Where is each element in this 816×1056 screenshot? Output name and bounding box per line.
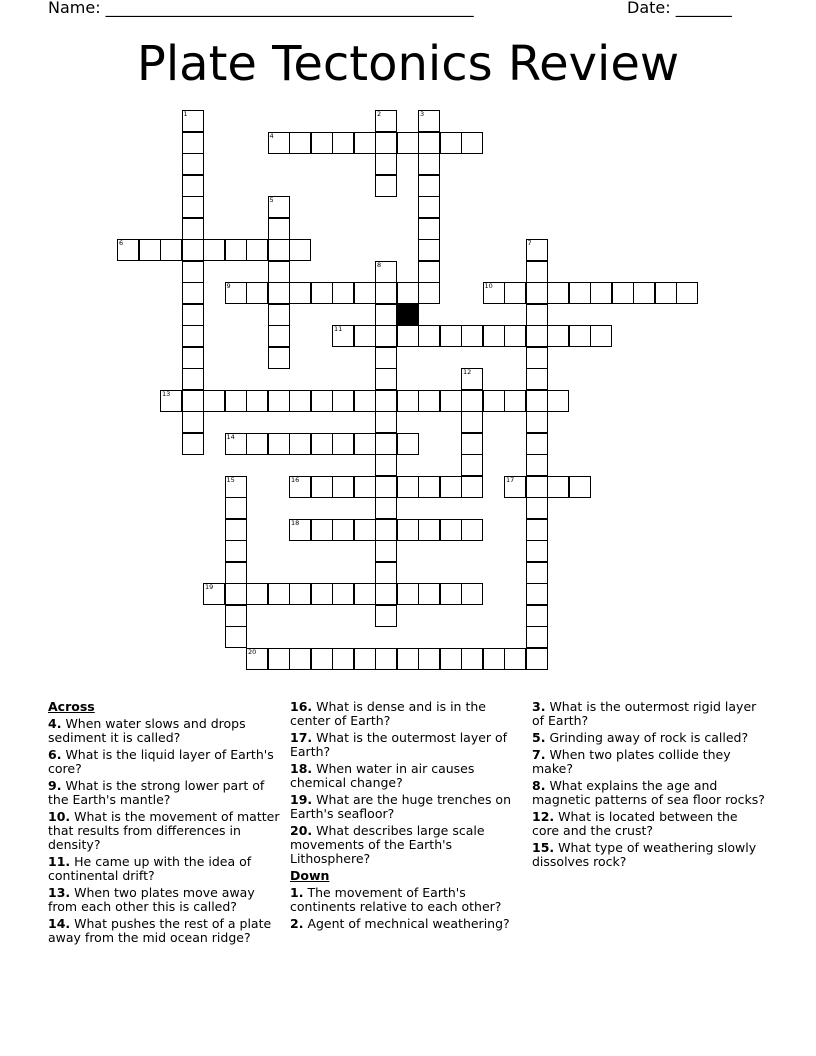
page-title: Plate Tectonics Review <box>136 36 680 92</box>
crossword-cell[interactable] <box>332 433 354 455</box>
crossword-cell[interactable] <box>289 132 311 154</box>
crossword-cell[interactable] <box>289 648 311 670</box>
name-field[interactable]: Name: ______________________________________________ <box>48 0 474 17</box>
clue-number-label: 11 <box>334 325 343 333</box>
crossword-cell[interactable] <box>354 648 376 670</box>
crossword-cell[interactable] <box>526 648 548 670</box>
clue-down-15: 15. What type of weathering slowly dissolves rock? <box>532 840 757 869</box>
crossword-cell[interactable] <box>526 261 548 283</box>
crossword-cell[interactable] <box>182 239 204 261</box>
crossword-cell[interactable] <box>225 433 247 455</box>
crossword-cell[interactable] <box>461 411 483 433</box>
clue-down-7: 7. When two plates collide they make? <box>532 747 731 776</box>
crossword-cell[interactable] <box>504 390 526 412</box>
crossword-cell[interactable] <box>612 282 634 304</box>
crossword-cell[interactable] <box>311 390 333 412</box>
crossword-cell[interactable] <box>160 390 182 412</box>
crossword-cell[interactable] <box>182 132 204 154</box>
crossword-cell[interactable] <box>461 648 483 670</box>
clue-number-label: 16 <box>291 475 300 484</box>
crossword-cell[interactable] <box>418 648 440 670</box>
crossword-cell[interactable] <box>461 476 483 498</box>
crossword-cell[interactable] <box>526 583 548 605</box>
crossword-cell[interactable] <box>332 325 354 347</box>
crossword-cell[interactable] <box>418 239 440 261</box>
crossword-cell[interactable] <box>483 648 505 670</box>
clue-number-label: 8 <box>377 260 382 269</box>
crossword-cell[interactable] <box>375 583 397 605</box>
clue-number-label: 6 <box>119 239 124 247</box>
crossword-cell[interactable] <box>461 519 483 541</box>
crossword-cell[interactable] <box>268 433 290 455</box>
crossword-cell[interactable] <box>569 282 591 304</box>
crossword-cell[interactable] <box>332 519 354 541</box>
crossword-cell[interactable] <box>418 153 440 175</box>
clue-across-14: 14. What pushes the rest of a plate away from the mid ocean ridge? <box>48 916 272 945</box>
crossword-cell[interactable] <box>547 282 569 304</box>
crossword-cell[interactable] <box>547 325 569 347</box>
crossword-cell[interactable] <box>354 325 376 347</box>
crossword-cell[interactable] <box>526 626 548 648</box>
crossword-cell[interactable] <box>311 132 333 154</box>
crossword-cell[interactable] <box>633 282 655 304</box>
clue-column-3 <box>532 700 768 872</box>
crossword-cell[interactable] <box>289 433 311 455</box>
crossword-cell[interactable] <box>375 304 397 326</box>
clue-number-label: 4 <box>269 131 274 140</box>
crossword-cell[interactable] <box>268 239 290 261</box>
clue-number-label: 14 <box>226 432 235 441</box>
crossword-cell[interactable] <box>397 476 419 498</box>
crossword-cell[interactable] <box>461 325 483 347</box>
crossword-cell[interactable] <box>225 540 247 562</box>
crossword-cell[interactable] <box>440 648 462 670</box>
crossword-cell[interactable] <box>418 583 440 605</box>
crossword-cell[interactable] <box>418 218 440 240</box>
crossword-cell[interactable] <box>182 282 204 304</box>
crossword-cell[interactable] <box>311 476 333 498</box>
crossword-cell[interactable] <box>590 325 612 347</box>
crossword-cell[interactable] <box>117 239 139 261</box>
clue-down-2: 2. Agent of mechnical weathering? <box>290 916 510 931</box>
crossword-cell[interactable] <box>225 519 247 541</box>
crossword-cell[interactable] <box>375 411 397 433</box>
crossword-cell[interactable] <box>289 583 311 605</box>
crossword-cell[interactable] <box>289 476 311 498</box>
crossword-cell[interactable] <box>483 390 505 412</box>
clue-number-label: 18 <box>291 518 300 527</box>
crossword-cell[interactable] <box>526 304 548 326</box>
crossword-cell[interactable] <box>440 519 462 541</box>
crossword-cell[interactable] <box>397 583 419 605</box>
crossword-cell[interactable] <box>268 325 290 347</box>
clue-number-label: 13 <box>162 389 171 398</box>
crossword-cell[interactable] <box>440 390 462 412</box>
clue-across-20: 20. What describes large scale movements of the Earth's Lithosphere? <box>290 823 485 866</box>
crossword-cell[interactable] <box>397 433 419 455</box>
crossword-cell[interactable] <box>526 497 548 519</box>
crossword-cell[interactable] <box>483 282 505 304</box>
crossword-cell[interactable] <box>569 325 591 347</box>
clue-across-16: 16. What is dense and is in the center of Earth? <box>290 699 486 728</box>
crossword-cell[interactable] <box>418 390 440 412</box>
clue-down-3: 3. What is the outermost rigid layer of Earth? <box>532 699 757 728</box>
crossword-cell[interactable] <box>461 454 483 476</box>
crossword-cell[interactable] <box>182 261 204 283</box>
clue-down-8: 8. What explains the age and magnetic patterns of sea floor rocks? <box>532 778 765 807</box>
crossword-cell[interactable] <box>375 390 397 412</box>
crossword-cell[interactable] <box>225 497 247 519</box>
crossword-cell[interactable] <box>418 282 440 304</box>
crossword-cell[interactable] <box>461 433 483 455</box>
crossword-cell[interactable] <box>375 562 397 584</box>
crossword-cell[interactable] <box>375 325 397 347</box>
crossword-cell[interactable] <box>397 648 419 670</box>
crossword-cell[interactable] <box>397 132 419 154</box>
crossword-cell[interactable] <box>311 648 333 670</box>
crossword-cell[interactable] <box>311 519 333 541</box>
crossword-cell[interactable] <box>182 411 204 433</box>
crossword-cell[interactable] <box>418 325 440 347</box>
clue-across-9: 9. What is the strong lower part of the Earth's mantle? <box>48 778 265 807</box>
crossword-cell[interactable] <box>332 648 354 670</box>
crossword-cell[interactable] <box>182 196 204 218</box>
crossword-cell[interactable] <box>375 132 397 154</box>
crossword-cell[interactable] <box>289 519 311 541</box>
crossword-cell[interactable] <box>526 454 548 476</box>
crossword-cell[interactable] <box>375 347 397 369</box>
crossword-cell[interactable] <box>332 390 354 412</box>
crossword-cell[interactable] <box>375 605 397 627</box>
across-heading: Across <box>48 699 95 714</box>
crossword-cell[interactable] <box>182 325 204 347</box>
crossword-cell[interactable] <box>375 454 397 476</box>
crossword-cell[interactable] <box>182 304 204 326</box>
crossword-cell[interactable] <box>418 132 440 154</box>
clue-number-label: 12 <box>463 368 472 376</box>
crossword-cell[interactable] <box>504 325 526 347</box>
crossword-cell[interactable] <box>547 390 569 412</box>
crossword-cell[interactable] <box>268 282 290 304</box>
crossword-cell[interactable] <box>375 497 397 519</box>
crossword-cell[interactable] <box>268 390 290 412</box>
crossword-cell[interactable] <box>289 282 311 304</box>
clue-down-1: 1. The movement of Earth's continents relative to each other? <box>290 885 502 914</box>
crossword-cell[interactable] <box>526 411 548 433</box>
crossword-cell[interactable] <box>225 562 247 584</box>
crossword-cell[interactable] <box>461 583 483 605</box>
crossword-cell[interactable] <box>397 519 419 541</box>
crossword-cell[interactable] <box>332 476 354 498</box>
crossword-cell[interactable] <box>246 239 268 261</box>
crossword-cell[interactable] <box>268 347 290 369</box>
crossword-cell[interactable] <box>268 261 290 283</box>
crossword-cell[interactable] <box>569 476 591 498</box>
crossword-cell[interactable] <box>526 390 548 412</box>
clue-across-11: 11. He came up with the idea of continental drift? <box>48 854 252 883</box>
crossword-cell[interactable] <box>311 433 333 455</box>
crossword-cell[interactable] <box>375 476 397 498</box>
crossword-cell[interactable] <box>182 218 204 240</box>
crossword-cell[interactable] <box>225 282 247 304</box>
crossword-cell[interactable] <box>246 282 268 304</box>
crossword-cell[interactable] <box>203 239 225 261</box>
crossword-cell[interactable] <box>311 583 333 605</box>
crossword-cell[interactable] <box>225 605 247 627</box>
clue-number-label: 19 <box>205 583 214 591</box>
crossword-cell[interactable] <box>418 261 440 283</box>
crossword-cell[interactable] <box>547 476 569 498</box>
crossword-cell[interactable] <box>139 239 161 261</box>
crossword-cell[interactable] <box>268 218 290 240</box>
crossword-cell[interactable] <box>354 476 376 498</box>
crossword-cell[interactable] <box>440 476 462 498</box>
crossword-cell[interactable] <box>268 132 290 154</box>
crossword-cell[interactable] <box>160 239 182 261</box>
crossword-cell[interactable] <box>289 390 311 412</box>
clue-number-label: 5 <box>269 196 274 204</box>
clue-column-2 <box>290 700 526 934</box>
crossword-cell[interactable] <box>461 132 483 154</box>
crossword-cell[interactable] <box>375 153 397 175</box>
crossword-cell[interactable] <box>526 562 548 584</box>
crossword-cell[interactable] <box>504 282 526 304</box>
crossword-cell[interactable] <box>504 648 526 670</box>
crossword-cell[interactable] <box>375 433 397 455</box>
crossword-cell[interactable] <box>354 132 376 154</box>
crossword-cell[interactable] <box>418 519 440 541</box>
crossword-cell[interactable] <box>289 239 311 261</box>
crossword-cell[interactable] <box>354 519 376 541</box>
black-square <box>397 304 419 326</box>
crossword-cell[interactable] <box>483 325 505 347</box>
clue-across-17: 17. What is the outermost layer of Earth? <box>290 730 508 759</box>
crossword-cell[interactable] <box>332 282 354 304</box>
crossword-cell[interactable] <box>332 583 354 605</box>
crossword-cell[interactable] <box>268 196 290 218</box>
crossword-cell[interactable] <box>354 282 376 304</box>
crossword-cell[interactable] <box>655 282 677 304</box>
crossword-cell[interactable] <box>397 282 419 304</box>
crossword-cell[interactable] <box>526 368 548 390</box>
clue-across-4: 4. When water slows and drops sediment it is called? <box>48 716 246 745</box>
crossword-cell[interactable] <box>268 648 290 670</box>
crossword-cell[interactable] <box>354 433 376 455</box>
crossword-cell[interactable] <box>418 175 440 197</box>
crossword-cell[interactable] <box>375 648 397 670</box>
crossword-cell[interactable] <box>461 368 483 390</box>
crossword-cell[interactable] <box>268 583 290 605</box>
clue-down-5: 5. Grinding away of rock is called? <box>532 730 749 745</box>
clue-number-label: 15 <box>226 475 235 484</box>
clue-across-18: 18. When water in air causes chemical change? <box>290 761 475 790</box>
crossword-cell[interactable] <box>182 368 204 390</box>
crossword-cell[interactable] <box>526 282 548 304</box>
clue-number-label: 3 <box>420 110 425 118</box>
crossword-cell[interactable] <box>203 390 225 412</box>
crossword-cell[interactable] <box>418 476 440 498</box>
header <box>0 0 816 20</box>
crossword-cell[interactable] <box>332 132 354 154</box>
crossword-cell[interactable] <box>461 390 483 412</box>
clue-column-1 <box>48 700 284 948</box>
crossword-cell[interactable] <box>246 433 268 455</box>
crossword-cell[interactable] <box>440 132 462 154</box>
crossword-cell[interactable] <box>182 347 204 369</box>
crossword-cell[interactable] <box>526 239 548 261</box>
crossword-cell[interactable] <box>375 368 397 390</box>
crossword-cell[interactable] <box>182 153 204 175</box>
crossword-cell[interactable] <box>375 519 397 541</box>
clue-across-13: 13. When two plates move away from each other this is called? <box>48 885 255 914</box>
clue-across-10: 10. What is the movement of matter that results from differences in density? <box>48 809 280 852</box>
crossword-cell[interactable] <box>225 390 247 412</box>
crossword-cell[interactable] <box>526 519 548 541</box>
crossword-cell[interactable] <box>246 583 268 605</box>
down-heading: Down <box>290 868 330 883</box>
crossword-cell[interactable] <box>246 390 268 412</box>
crossword-cell[interactable] <box>526 605 548 627</box>
clue-number-label: 17 <box>506 475 515 484</box>
clue-number-label: 9 <box>226 282 231 290</box>
crossword-cell[interactable] <box>397 325 419 347</box>
crossword-cell[interactable] <box>354 390 376 412</box>
clue-number-label: 7 <box>527 239 532 247</box>
crossword-cell[interactable] <box>440 583 462 605</box>
crossword-cell[interactable] <box>354 583 376 605</box>
clue-number-label: 10 <box>484 282 493 290</box>
crossword-cell[interactable] <box>526 476 548 498</box>
crossword-cell[interactable] <box>375 175 397 197</box>
crossword-cell[interactable] <box>526 347 548 369</box>
clue-number-label: 1 <box>183 110 188 118</box>
crossword-cell[interactable] <box>440 325 462 347</box>
clue-number-label: 2 <box>377 110 382 118</box>
crossword-cell[interactable] <box>182 175 204 197</box>
crossword-cell[interactable] <box>397 390 419 412</box>
crossword-cell[interactable] <box>225 239 247 261</box>
crossword-cell[interactable] <box>182 390 204 412</box>
crossword-cell[interactable] <box>676 282 698 304</box>
crossword-cell[interactable] <box>203 583 225 605</box>
date-field[interactable]: Date: _______ <box>627 0 732 17</box>
crossword-cell[interactable] <box>526 325 548 347</box>
crossword-cell[interactable] <box>311 282 333 304</box>
crossword-cell[interactable] <box>504 476 526 498</box>
crossword-cell[interactable] <box>225 476 247 498</box>
crossword-cell[interactable] <box>418 110 440 132</box>
crossword-cell[interactable] <box>418 196 440 218</box>
crossword-cell[interactable] <box>268 304 290 326</box>
clue-across-6: 6. What is the liquid layer of Earth's core? <box>48 747 274 776</box>
crossword-cell[interactable] <box>590 282 612 304</box>
crossword-cell[interactable] <box>182 433 204 455</box>
crossword-cell[interactable] <box>225 583 247 605</box>
clue-across-19: 19. What are the huge trenches on Earth's seafloor? <box>290 792 511 821</box>
crossword-cell[interactable] <box>246 648 268 670</box>
crossword-cell[interactable] <box>375 110 397 132</box>
crossword-cell[interactable] <box>526 433 548 455</box>
crossword-cell[interactable] <box>182 110 204 132</box>
crossword-cell[interactable] <box>375 540 397 562</box>
crossword-cell[interactable] <box>375 282 397 304</box>
crossword-cell[interactable] <box>375 261 397 283</box>
crossword-cell[interactable] <box>225 626 247 648</box>
clue-down-12: 12. What is located between the core and the crust? <box>532 809 738 838</box>
clue-number-label: 20 <box>248 647 257 656</box>
crossword-cell[interactable] <box>526 540 548 562</box>
